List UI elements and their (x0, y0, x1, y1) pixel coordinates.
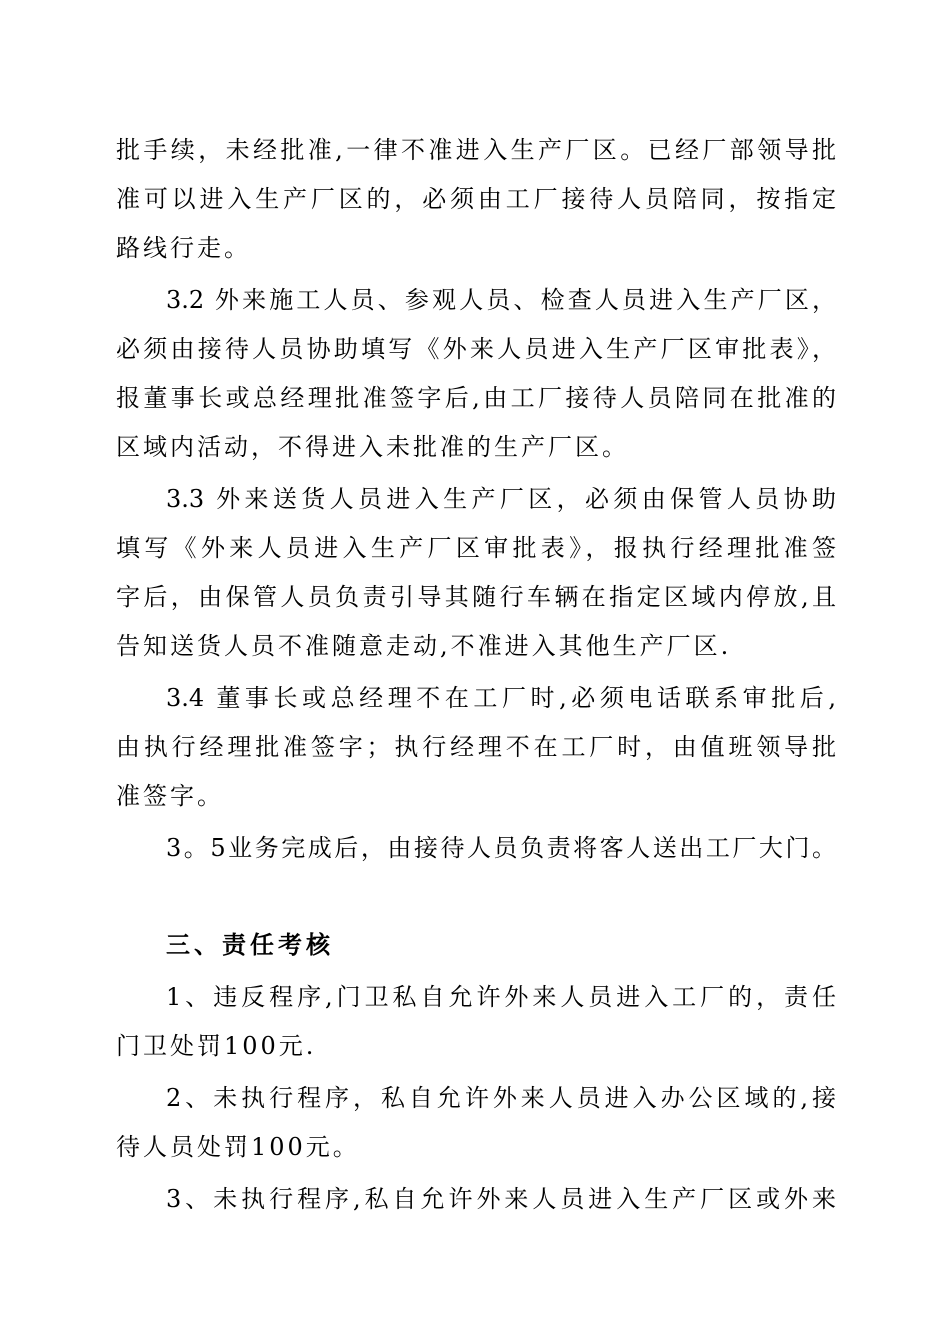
paragraph-line: 报董事长或总经理批准签字后,由工厂接待人员陪同在批准的 (116, 384, 836, 412)
paragraph-line: 准签字。 (116, 782, 224, 810)
paragraph-line: 区域内活动，不得进入未批准的生产厂区。 (116, 433, 629, 461)
paragraph-line: 待人员处罚100元。 (116, 1133, 360, 1161)
paragraph-line: 门卫处罚100元. (116, 1032, 317, 1060)
paragraph-line: 由执行经理批准签字；执行经理不在工厂时，由值班领导批 (116, 733, 836, 761)
section-heading: 三、责任考核 (166, 930, 334, 959)
paragraph-line: 准可以进入生产厂区的，必须由工厂接待人员陪同，按指定 (116, 185, 836, 213)
section-3-4-line: 3.4 董事长或总经理不在工厂时,必须电话联系审批后, (166, 684, 836, 712)
section-3-5-line: 3。5业务完成后，由接待人员负责将客人送出工厂大门。 (166, 834, 836, 862)
paragraph-line: 告知送货人员不准随意走动,不准进入其他生产厂区. (116, 632, 732, 660)
section-3-2-line: 3.2 外来施工人员、参观人员、检查人员进入生产厂区， (166, 286, 836, 314)
item-2-line: 2、未执行程序，私自允许外来人员进入办公区域的,接 (166, 1084, 836, 1112)
paragraph-line: 必须由接待人员协助填写《外来人员进入生产厂区审批表》， (116, 335, 836, 363)
paragraph-line: 填写《外来人员进入生产厂区审批表》，报执行经理批准签 (116, 534, 836, 562)
section-3-3-line: 3.3 外来送货人员进入生产厂区，必须由保管人员协助 (166, 485, 836, 513)
item-3-line: 3、未执行程序,私自允许外来人员进入生产厂区或外来 (166, 1185, 836, 1213)
paragraph-line: 批手续，未经批准,一律不准进入生产厂区。已经厂部领导批 (116, 136, 836, 164)
item-1-line: 1、违反程序,门卫私自允许外来人员进入工厂的，责任 (166, 983, 836, 1011)
paragraph-line: 路线行走。 (116, 234, 251, 262)
paragraph-line: 字后，由保管人员负责引导其随行车辆在指定区域内停放,且 (116, 583, 836, 611)
